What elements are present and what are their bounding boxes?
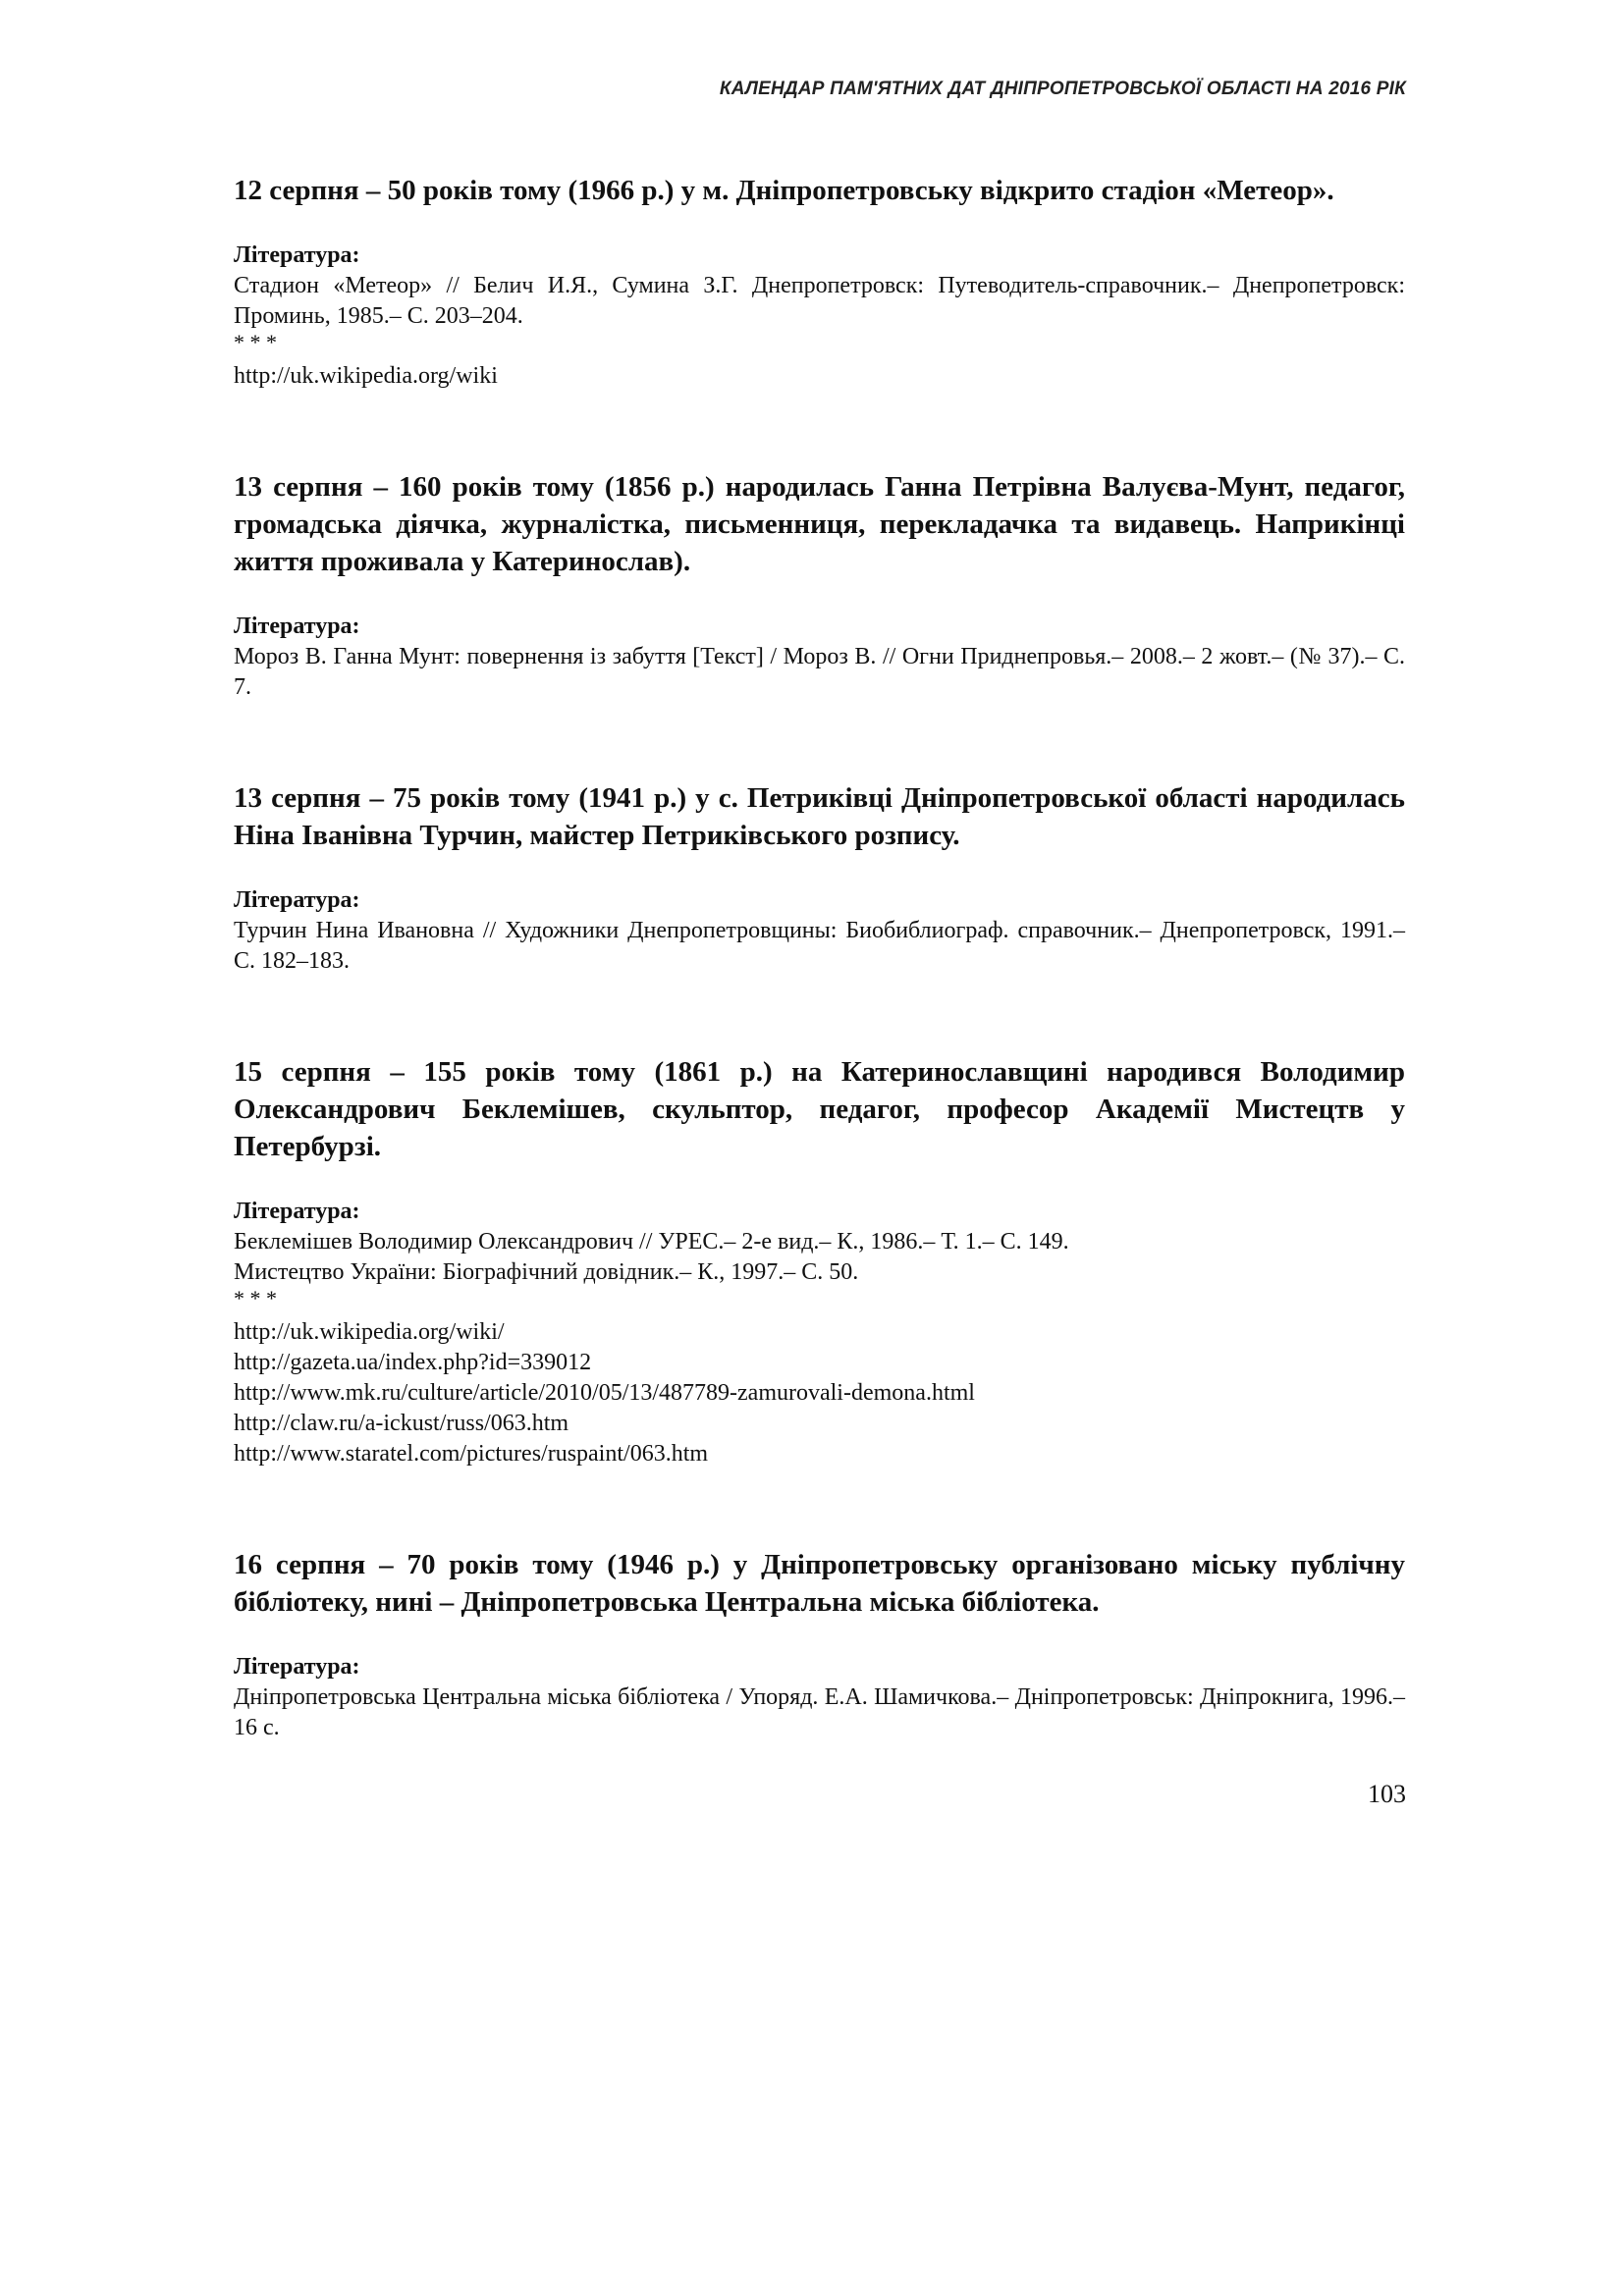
date-entry bbox=[234, 1546, 1405, 1743]
literature-heading: Література: bbox=[234, 614, 360, 639]
date-entry bbox=[234, 172, 1405, 392]
date-entry bbox=[234, 1053, 1405, 1469]
separator-stars: * * * bbox=[234, 330, 277, 354]
web-link[interactable]: http://uk.wikipedia.org/wiki bbox=[234, 363, 498, 389]
entry-title: 13 серпня – 75 років тому (1941 р.) у с. Петриківці Дніпропетровської області народилась Ніна Іванівна Турчин, майстер Петриківського розпису. bbox=[234, 782, 1405, 851]
page-content bbox=[234, 172, 1405, 1820]
web-link[interactable]: http://uk.wikipedia.org/wiki/ bbox=[234, 1319, 505, 1345]
entry-title: 15 серпня – 155 років тому (1861 р.) на Катеринославщині народився Володимир Олександрович Беклемішев, скульптор, педагог, професор Академії Мистецтв у Петербурзі. bbox=[234, 1056, 1405, 1162]
entry-title: 12 серпня – 50 років тому (1966 р.) у м. Дніпропетровську відкрито стадіон «Метеор». bbox=[234, 175, 1334, 206]
web-link[interactable]: http://www.mk.ru/culture/article/2010/05/13/487789-zamurovali-demona.html bbox=[234, 1380, 975, 1406]
web-link[interactable]: http://claw.ru/a-ickust/russ/063.htm bbox=[234, 1411, 569, 1436]
literature-item: Дніпропетровська Центральна міська бібліотека / Упоряд. Е.А. Шамичкова.– Дніпропетровськ: Дніпрокнига, 1996.– 16 с. bbox=[234, 1684, 1405, 1740]
entry-title: 16 серпня – 70 років тому (1946 р.) у Дніпропетровську організовано міську публічну бібліотеку, нині – Дніпропетровська Центральна міська бібліотека. bbox=[234, 1549, 1405, 1618]
web-link[interactable]: http://gazeta.ua/index.php?id=339012 bbox=[234, 1350, 592, 1375]
literature-heading: Література: bbox=[234, 887, 360, 913]
literature-item: Турчин Нина Ивановна // Художники Днепропетровщины: Биобиблиограф. справочник.– Днепропетровск, 1991.– С. 182–183. bbox=[234, 918, 1405, 974]
literature-item: Мистецтво України: Біографічний довідник.– К., 1997.– С. 50. bbox=[234, 1259, 859, 1285]
literature-item: Мороз В. Ганна Мунт: повернення із забуття [Текст] / Мороз В. // Огни Приднепровья.– 2008.– 2 жовт.– (№ 37).– С. 7. bbox=[234, 644, 1405, 700]
entry-title: 13 серпня – 160 років тому (1856 р.) народилась Ганна Петрівна Валуєва-Мунт, педагог, громадська діячка, журналістка, письменниця, перекладачка та видавець. Наприкінці життя проживала у Катеринослав). bbox=[234, 471, 1405, 577]
literature-heading: Література: bbox=[234, 1199, 360, 1224]
literature-heading: Література: bbox=[234, 242, 360, 268]
running-header: КАЛЕНДАР ПАМ'ЯТНИХ ДАТ ДНІПРОПЕТРОВСЬКОЇ ОБЛАСТІ НА 2016 РІК bbox=[719, 79, 1406, 99]
web-link[interactable]: http://www.staratel.com/pictures/ruspaint/063.htm bbox=[234, 1441, 709, 1467]
page-number: 103 bbox=[1368, 1780, 1406, 1808]
date-entry bbox=[234, 468, 1405, 703]
literature-item: Беклемішев Володимир Олександрович // УРЕС.– 2-е вид.– К., 1986.– Т. 1.– С. 149. bbox=[234, 1229, 1069, 1255]
separator-stars: * * * bbox=[234, 1286, 277, 1310]
date-entry bbox=[234, 779, 1405, 977]
literature-heading: Література: bbox=[234, 1654, 360, 1680]
literature-item: Стадион «Метеор» // Белич И.Я., Сумина З.Г. Днепропетровск: Путеводитель-справочник.– Днепропетровск: Проминь, 1985.– С. 203–204. bbox=[234, 273, 1405, 329]
